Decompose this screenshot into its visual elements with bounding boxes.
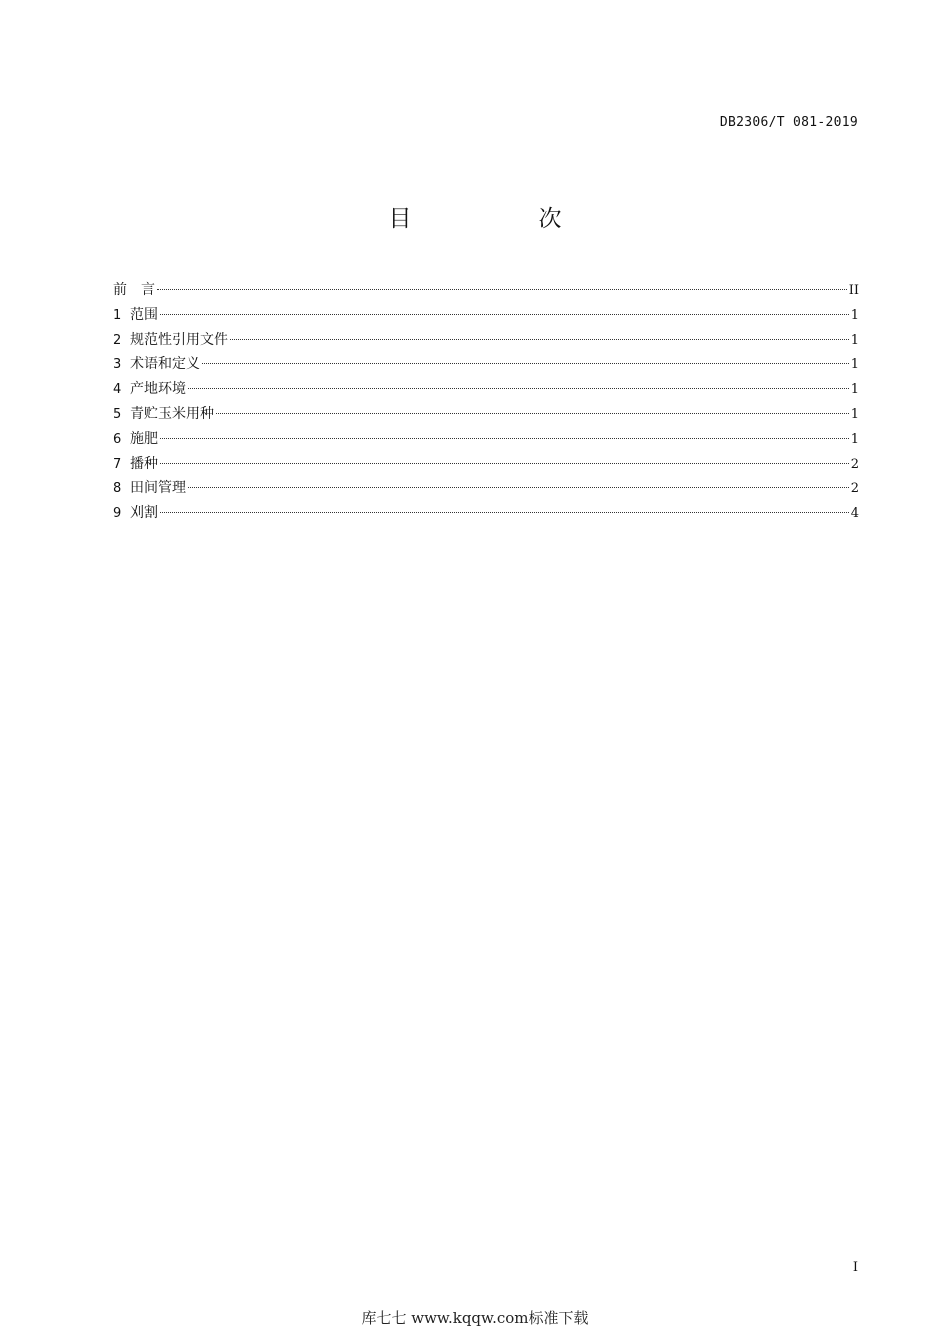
toc-leader-dots [160,438,849,439]
toc-entry-2[interactable] [113,330,859,355]
toc-leader-dots [216,413,849,414]
toc-leader-dots [160,463,849,464]
toc-entry-text: 产地环境 [130,381,186,398]
toc-entry-number: 4 [113,382,122,398]
toc-entry-page: 1 [850,431,859,447]
toc-entry-text: 范围 [130,306,158,323]
toc-entry-page: 1 [850,382,859,398]
toc-entry-page: 2 [850,481,859,497]
toc-entry-page: 1 [850,332,859,348]
toc-entry-number: 5 [113,406,122,422]
page-number: I [852,1260,858,1275]
toc-entry-7[interactable] [113,454,859,479]
toc-entry-foreword[interactable] [113,280,859,305]
toc-entry-6[interactable] [113,429,859,454]
footer-watermark-text[interactable]: 库七七 www.kqqw.com标准下载 [361,1309,589,1327]
toc-entry-number: 1 [113,307,122,323]
toc-leader-dots [160,314,849,315]
toc-entry-text: 播种 [130,455,158,472]
toc-leader-dots [157,289,847,290]
toc-entry-9[interactable] [113,503,859,528]
toc-entry-number: 9 [113,506,122,522]
toc-entry-text: 刈割 [130,505,158,522]
toc-entry-text: 青贮玉米用种 [130,405,214,422]
toc-entry-text: 前 言 [113,282,155,298]
toc-entry-8[interactable] [113,478,859,503]
toc-entry-page: 2 [850,456,859,472]
toc-entry-page: 1 [850,406,859,422]
toc-leader-dots [188,388,849,389]
toc-entry-text: 田间管理 [130,480,186,497]
toc-title: 目 次 [388,206,614,232]
toc-entry-number: 3 [113,357,122,373]
toc-entry-5[interactable] [113,404,859,429]
toc-leader-dots [202,363,849,364]
toc-leader-dots [230,339,849,340]
toc-entry-3[interactable] [113,354,859,379]
toc-entry-number: 2 [113,332,122,348]
toc-entry-text: 规范性引用文件 [130,331,228,348]
toc-entry-text: 术语和定义 [130,356,200,373]
document-code: DB2306/T 081-2019 [719,115,858,130]
toc-entry-number: 8 [113,481,122,497]
toc-leader-dots [188,487,849,488]
toc-entry-page: 1 [850,357,859,373]
toc-entry-page: 1 [850,307,859,323]
toc-entry-page: 4 [850,506,859,522]
toc-entry-page: II [848,283,859,298]
toc-entry-4[interactable] [113,379,859,404]
toc-entry-number: 7 [113,456,122,472]
toc-leader-dots [160,512,849,513]
toc-entry-text: 施肥 [130,430,158,447]
table-of-contents [113,280,859,528]
toc-entry-number: 6 [113,431,122,447]
toc-entry-1[interactable] [113,305,859,330]
